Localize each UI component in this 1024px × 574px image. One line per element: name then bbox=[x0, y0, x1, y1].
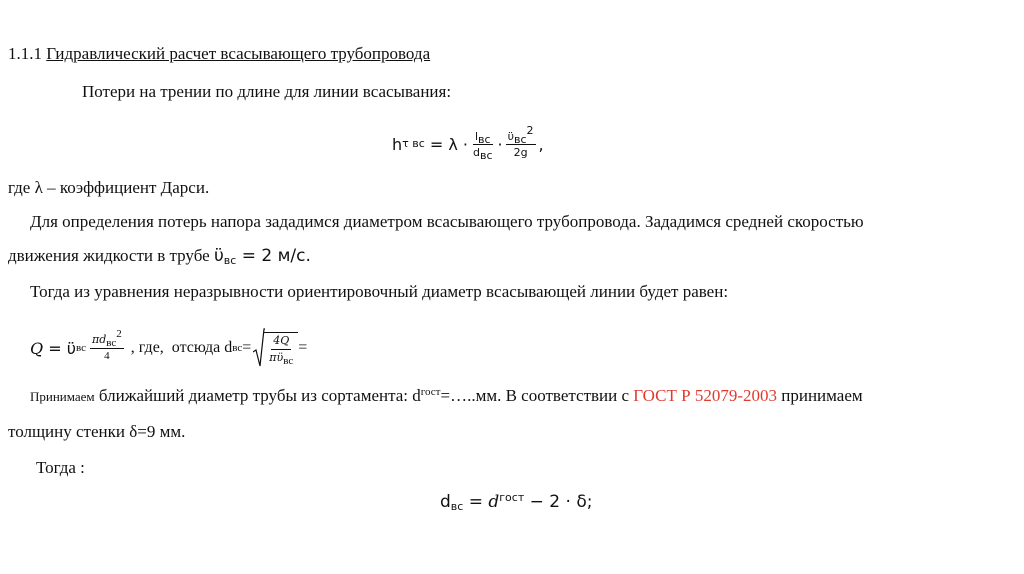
paragraph-velocity: движения жидкости в трубе $ϋ_{вс} = 2$ м/с. bbox=[8, 246, 311, 267]
fraction-velocity-head: $\frac{ϋ_{вс}^2}{2g}$ bbox=[507, 123, 534, 159]
formula-inner-diameter: $d_{вс} = d^{гост} - 2 \cdot \delta$; bbox=[440, 491, 593, 513]
fraction-length-diameter: $\frac{l_{вс}}{d_{вс}}$ bbox=[473, 129, 493, 162]
square-root: $\frac{4Q}{\pi ϋ_{вс}}$ bbox=[253, 328, 298, 368]
paragraph-then: Тогда : bbox=[36, 458, 85, 477]
paragraph-diameter-intro: Для определения потерь напора зададимся диаметром всасывающего трубопровода. Зададимся средней скоростью bbox=[30, 212, 864, 231]
formula-head-loss: h τ вс = λ · $\frac{l_{вс}}{d_{вс}}$ · $\frac{ϋ_{вс}^2}{2g}$ , bbox=[392, 123, 544, 162]
paragraph-friction-losses: Потери на трении по длине для линии всасывания: bbox=[82, 82, 452, 101]
paragraph-continuity: Тогда из уравнения неразрывности ориентировочный диаметр всасывающей линии будет равен: bbox=[30, 282, 729, 301]
section-heading bbox=[8, 44, 430, 64]
gost-reference: ГОСТ Р 52079-2003 bbox=[633, 386, 778, 405]
section-number: 1.1.1 bbox=[8, 44, 47, 63]
paragraph-darcy: где λ – коэффициент Дарси. bbox=[8, 178, 210, 197]
section-title: Гидравлический расчет всасывающего трубопровода bbox=[46, 44, 431, 63]
paragraph-wall-thickness: толщину стенки δ=9 мм. bbox=[8, 422, 186, 441]
formula-continuity: Q = ϋ вс $\frac{\pi d_{вс}^2}{4}$ , где, отсюда d вс = $\frac{4Q}{\pi ϋ_{вс}}$ = bbox=[30, 328, 308, 367]
fraction-area: $\frac{\pi d_{вс}^2}{4}$ bbox=[91, 328, 122, 362]
paragraph-pipe-selection: Принимаем ближайший диаметр трубы из сортамента: $d^{гост}=\dots..мм$. В соответствии с ГОСТ Р 52079-2003 принимаем bbox=[30, 386, 863, 405]
